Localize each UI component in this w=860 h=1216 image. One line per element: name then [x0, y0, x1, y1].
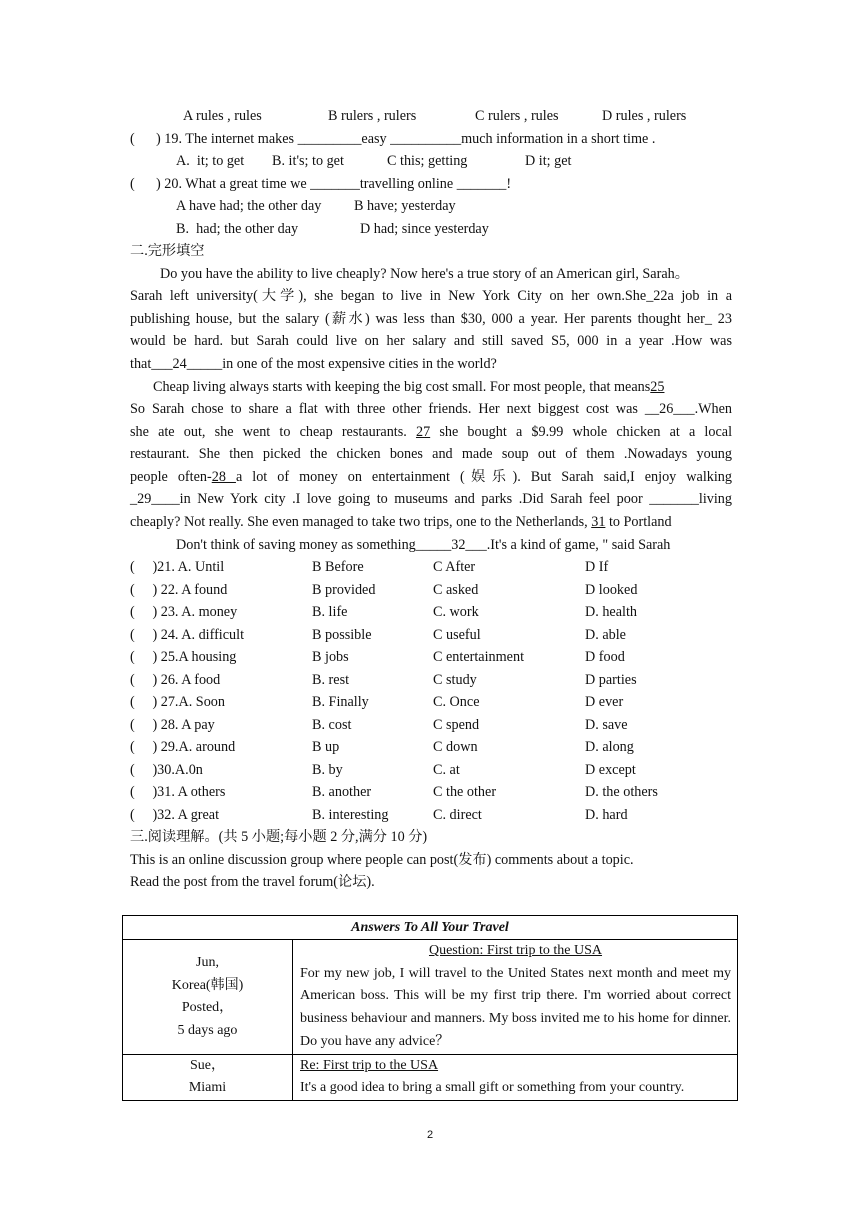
section3-intro: This is an online discussion group where people can post(发布) comments about a topic.	[130, 852, 634, 868]
post-author	[123, 940, 293, 1055]
q19-option-a: A. it; to get	[176, 153, 245, 169]
cloze-option-b: B. cost	[312, 717, 352, 733]
cloze-option-a: ( ) 28. A pay	[130, 717, 215, 733]
passage-text: to Portland	[608, 514, 672, 530]
cloze-option-b: B. interesting	[312, 807, 389, 823]
cloze-option-a: ( )30.A.0n	[130, 762, 203, 778]
passage-line	[130, 468, 732, 486]
q20-option-a: A have had; the other day	[176, 198, 322, 214]
forum-header: Answers To All Your Travel	[123, 916, 738, 940]
cloze-option-b: B. rest	[312, 672, 350, 688]
section3-title: 三.阅读理解。(共 5 小题;每小题 2 分,满分 10 分)	[130, 829, 428, 845]
q19-option-b: B. it's; to get	[272, 153, 344, 169]
cloze-option-c: C the other	[433, 784, 497, 800]
cloze-option-a: ( ) 29.A. around	[130, 739, 236, 755]
passage-line	[130, 513, 672, 531]
passage-line: _29____in New York city .I love going to museums and parks .Did Sarah feel poor _______living	[130, 491, 732, 507]
post-body: It's a good idea to bring a small gift or something from your country.	[300, 1080, 685, 1096]
passage-text: cheaply? Not really. She even managed to take two trips, one to the Netherlands,	[130, 514, 588, 530]
passage-line	[153, 378, 664, 396]
author-name: Jun,	[196, 955, 219, 970]
cloze-option-d: D food	[585, 649, 625, 665]
cloze-option-b: B jobs	[312, 649, 349, 665]
author-name: Sue，	[190, 1057, 225, 1073]
blank-28: 28	[211, 469, 236, 485]
cloze-option-b: B. Finally	[312, 694, 369, 710]
section3-intro: Read the post from the travel forum(论坛).	[130, 874, 375, 890]
cloze-option-a: ( ) 25.A housing	[130, 649, 237, 665]
cloze-option-d: D. able	[585, 627, 626, 643]
cloze-option-b: B up	[312, 739, 340, 755]
passage-line: Do you have the ability to live cheaply? Now here's a true story of an American girl, Sarah。	[160, 266, 689, 282]
cloze-option-a: ( ) 27.A. Soon	[130, 694, 225, 710]
passage-text: she bought a $9.99 whole chicken at a local	[439, 424, 733, 440]
q19-option-c: C this; getting	[387, 153, 468, 169]
cloze-option-a: ( ) 22. A found	[130, 582, 228, 598]
posted-label: Posted，	[181, 1000, 234, 1016]
passage-line: Sarah left university(大学), she began to live in New York City on her own.She_22a job in a	[130, 288, 732, 304]
cloze-option-c: C study	[433, 672, 477, 688]
cloze-option-b: B possible	[312, 627, 372, 643]
cloze-option-d: D. along	[585, 739, 634, 755]
post-author	[123, 1054, 293, 1100]
cloze-option-b: B. by	[312, 762, 343, 778]
passage-text: Cheap living always starts with keeping the big cost small. For most people, that means	[153, 379, 651, 395]
blank-27: 27	[415, 424, 431, 440]
cloze-option-c: C asked	[433, 582, 479, 598]
q20-stem: ( ) 20. What a great time we _______travelling online _______!	[130, 176, 512, 192]
q18-option-b: B rulers , rulers	[328, 108, 417, 124]
cloze-option-a: ( ) 26. A food	[130, 672, 221, 688]
forum-post	[123, 1054, 738, 1100]
post-content	[293, 1054, 738, 1100]
q19-option-d: D it; get	[525, 153, 572, 169]
cloze-option-c: C. at	[433, 762, 460, 778]
cloze-option-c: C. Once	[433, 694, 480, 710]
section2-title: 二.完形填空	[130, 243, 205, 259]
posted-time: 5 days ago	[177, 1023, 238, 1039]
author-location: Korea(韩国)	[171, 977, 244, 993]
cloze-option-c: C. work	[433, 604, 479, 620]
passage-line: publishing house, but the salary (薪水) was less than $30, 000 a year. Her parents thought her_ 23	[130, 311, 732, 327]
passage-line: restaurant. She then picked the chicken bones and made soup out of them .Nowadays young	[130, 446, 732, 462]
cloze-option-c: C entertainment	[433, 649, 525, 665]
post-subject: Question: First trip to the USA	[428, 943, 603, 958]
cloze-option-c: C. direct	[433, 807, 482, 823]
q20-option-c: B. had; the other day	[176, 221, 299, 237]
author-location: Miami	[188, 1080, 227, 1096]
forum-post	[123, 940, 738, 1055]
page-number: 2	[426, 1129, 434, 1141]
q19-stem: ( ) 19. The internet makes _________easy __________much information in a short time .	[130, 131, 656, 147]
cloze-option-d: D except	[585, 762, 636, 778]
cloze-option-b: B. life	[312, 604, 348, 620]
cloze-option-d: D. hard	[585, 807, 628, 823]
cloze-option-a: ( )21. A. Until	[130, 559, 225, 575]
q18-option-a: A rules , rules	[183, 108, 262, 124]
q20-option-d: D had; since yesterday	[360, 221, 489, 237]
q18-option-d: D rules , rulers	[602, 108, 687, 124]
cloze-option-d: D If	[585, 559, 609, 575]
blank-31: 31	[591, 514, 606, 530]
cloze-option-c: C down	[433, 739, 478, 755]
q20-option-b: B have; yesterday	[354, 198, 456, 214]
cloze-option-a: ( )31. A others	[130, 784, 226, 800]
passage-text: people often-	[130, 469, 212, 485]
cloze-option-b: B. another	[312, 784, 372, 800]
cloze-option-d: D parties	[585, 672, 637, 688]
cloze-option-a: ( ) 23. A. money	[130, 604, 238, 620]
passage-text: a lot of money on entertainment (娱乐). But Sarah said,I enjoy walking	[235, 469, 732, 485]
passage-line	[130, 423, 732, 441]
cloze-option-a: ( )32. A great	[130, 807, 220, 823]
post-body: For my new job, I will travel to the United States next month and meet my American boss. This will be my first trip there. I'm worried about correct business behaviour and manners. My boss invited me to his home for dinner. Do you have any advice？	[300, 965, 731, 1049]
forum-table	[122, 915, 738, 1101]
passage-line: So Sarah chose to share a flat with three other friends. Her next biggest cost was __26___.When	[130, 401, 732, 417]
cloze-option-c: C useful	[433, 627, 481, 643]
cloze-option-a: ( ) 24. A. difficult	[130, 627, 245, 643]
post-content	[293, 940, 738, 1055]
q18-option-c: C rulers , rules	[475, 108, 559, 124]
blank-25: 25	[650, 379, 665, 395]
passage-line: would be hard. but Sarah could live on her salary and still saved S5, 000 in a year .How was	[130, 333, 732, 349]
passage-text: she ate out, she went to cheap restaurants.	[130, 424, 407, 440]
cloze-option-b: B provided	[312, 582, 376, 598]
cloze-option-d: D. save	[585, 717, 628, 733]
cloze-option-d: D. health	[585, 604, 638, 620]
cloze-option-b: B Before	[312, 559, 364, 575]
post-subject: Re: First trip to the USA	[300, 1057, 439, 1073]
cloze-option-c: C After	[433, 559, 476, 575]
cloze-option-d: D. the others	[585, 784, 658, 800]
cloze-option-d: D ever	[585, 694, 624, 710]
passage-line: that___24_____in one of the most expensive cities in the world?	[130, 356, 497, 372]
cloze-option-c: C spend	[433, 717, 480, 733]
passage-line: Don't think of saving money as something_____32___.It's a kind of game, " said Sarah	[176, 537, 671, 553]
cloze-option-d: D looked	[585, 582, 638, 598]
